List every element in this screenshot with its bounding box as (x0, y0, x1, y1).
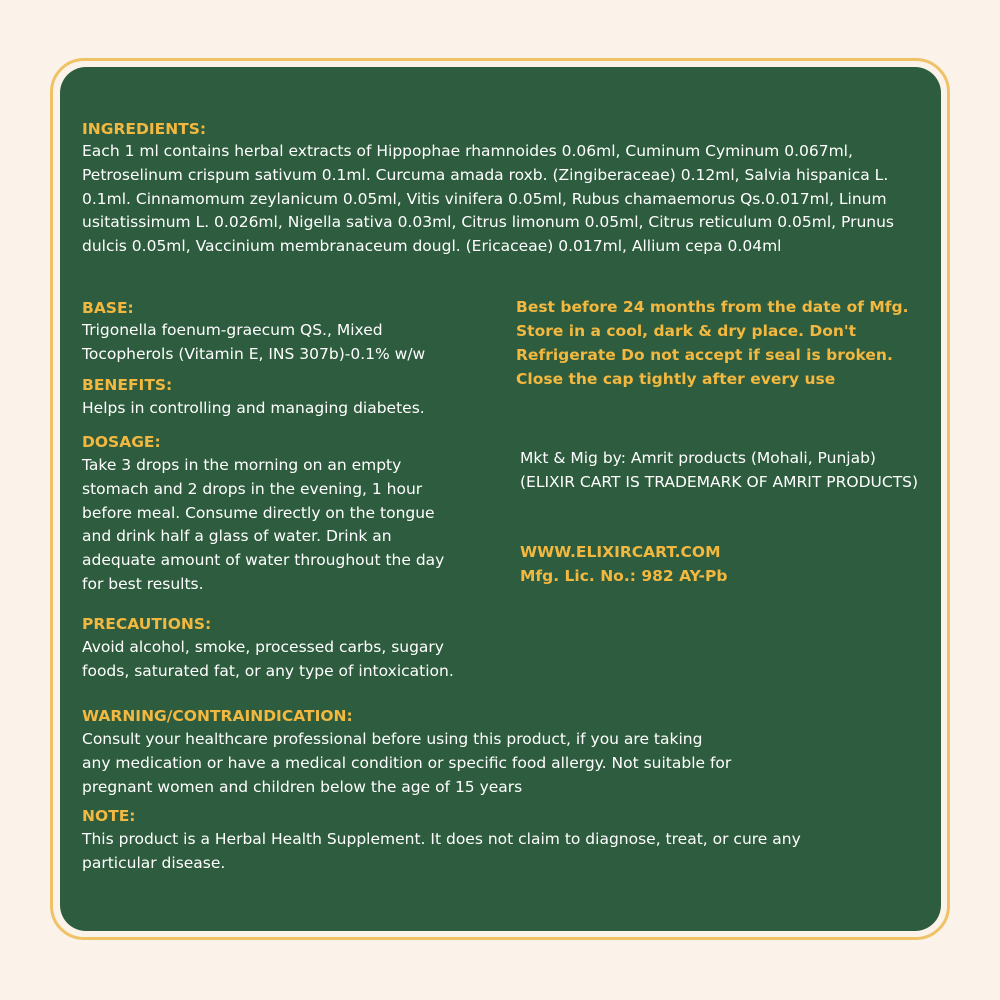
benefits-text: Helps in controlling and managing diabetes. (82, 399, 425, 417)
benefits-heading: BENEFITS: (82, 376, 173, 394)
warning-heading: WARNING/CONTRAINDICATION: (82, 707, 353, 725)
note-heading: NOTE: (82, 807, 136, 825)
warning-text: Consult your healthcare professional before using this product, if you are taking any medication or have a medical condition or specific food allergy. Not suitable for pregnant women and children below the age of 15 years (82, 730, 732, 796)
base-heading: BASE: (82, 299, 134, 317)
dosage-text: Take 3 drops in the morning on an empty stomach and 2 drops in the evening, 1 hour before meal. Consume directly on the tongue and drink half a glass of water. Drink an adequate amount of water throughout the day for best results. (82, 456, 445, 593)
dosage-heading: DOSAGE: (82, 433, 161, 451)
storage-instructions: Best before 24 months from the date of Mfg. Store in a cool, dark & dry place. Don't Refrigerate Do not accept if seal is broken. Close the cap tightly after every use (516, 298, 909, 388)
license-number: Mfg. Lic. No.: 982 AY-Pb (520, 567, 728, 585)
ingredients-heading: INGREDIENTS: (82, 120, 207, 138)
base-text: Trigonella foenum-graecum QS., Mixed Tocopherols (Vitamin E, INS 307b)-0.1% w/w (82, 321, 426, 363)
precautions-text: Avoid alcohol, smoke, processed carbs, sugary foods, saturated fat, or any type of intoxication. (82, 638, 454, 680)
note-text: This product is a Herbal Health Supplement. It does not claim to diagnose, treat, or cure any particular disease. (82, 830, 801, 872)
label-panel (60, 67, 941, 931)
website-link: WWW.ELIXIRCART.COM (520, 543, 721, 561)
precautions-heading: PRECAUTIONS: (82, 615, 212, 633)
ingredients-text: Each 1 ml contains herbal extracts of Hippophae rhamnoides 0.06ml, Cuminum Cyminum 0.067ml, Petroselinum crispum sativum 0.1ml. Curcuma amada roxb. (Zingiberaceae) 0.12ml, Salvia hispanica L. 0.1ml. Cinnamomum zeylanicum 0.05ml, Vitis vinifera 0.05ml, Rubus chamaemorus Qs.0.017ml, Linum usitatissimum L. 0.026ml, Nigella sativa 0.03ml, Citrus limonum 0.05ml, Citrus reticulum 0.05ml, Prunus dulcis 0.05ml, Vaccinium membranaceum dougl. (Ericaceae) 0.017ml, Allium cepa 0.04ml (82, 142, 895, 256)
manufacturer-info: Mkt & Mig by: Amrit products (Mohali, Punjab) (ELIXIR CART IS TRADEMARK OF AMRIT PRODUCTS) (520, 449, 919, 491)
